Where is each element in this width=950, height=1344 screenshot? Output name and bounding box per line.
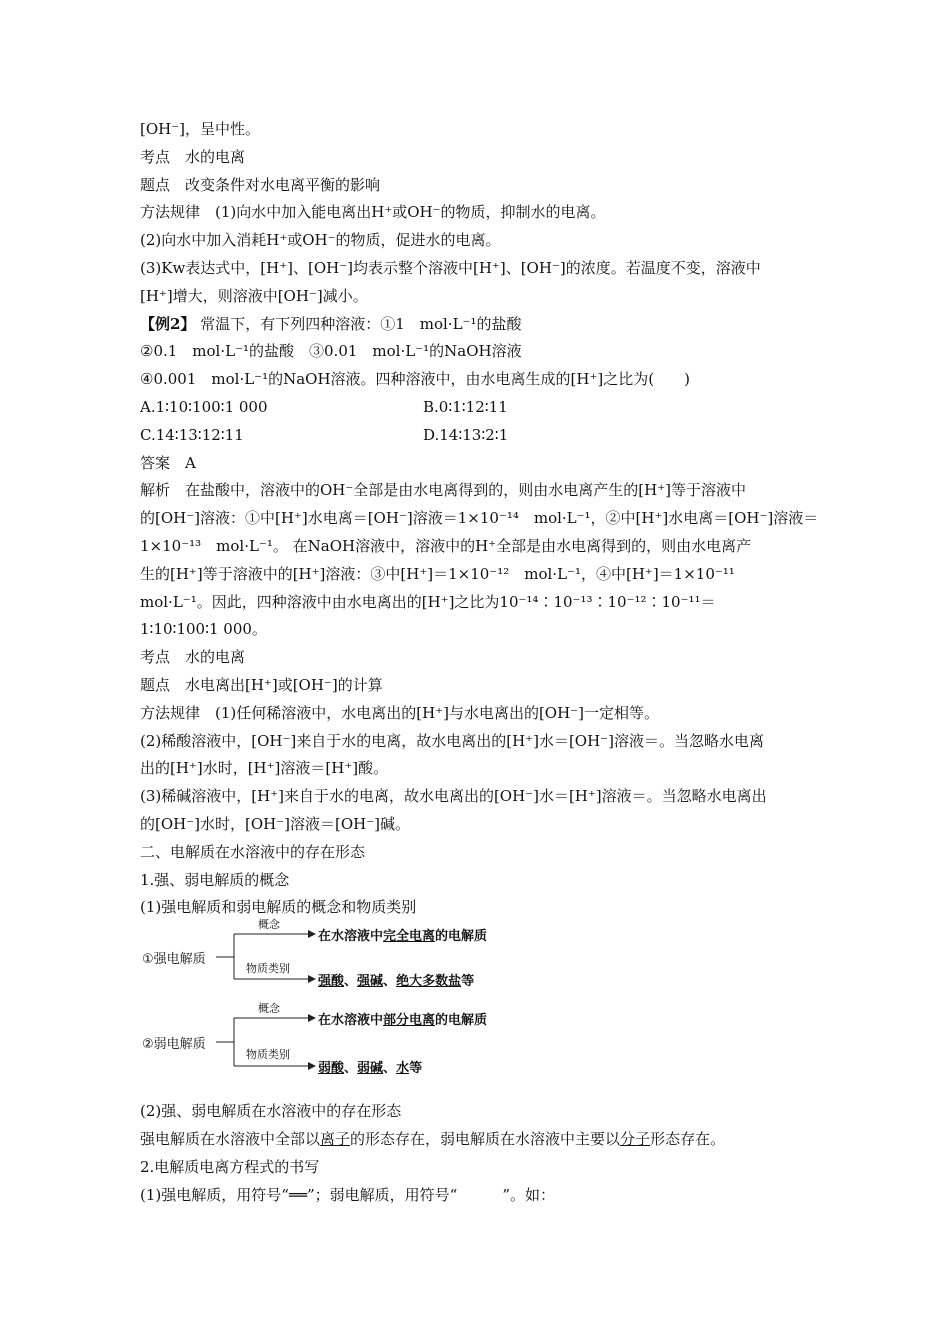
- method-line: 方法规律 (1)任何稀溶液中，水电离出的[H⁺]与水电离出的[OH⁻]一定相等。: [140, 703, 659, 722]
- tidian-line: 题点 改变条件对水电离平衡的影响: [140, 175, 381, 194]
- example-tag: 【例2】: [140, 314, 196, 333]
- example-2-stem: ④0.001 mol·L⁻¹的NaOH溶液。四种溶液中，由水电离生成的[H⁺]之比为( ): [140, 370, 690, 389]
- answer-line: 答案 A: [140, 453, 196, 472]
- example-text: 常温下，有下列四种溶液：①1 mol·L⁻¹的盐酸: [195, 314, 522, 333]
- strong-concept-text: 在水溶液中完全电离的电解质: [318, 929, 488, 945]
- option-b: B.0∶1∶12∶11: [423, 397, 508, 416]
- options-row: [140, 394, 812, 422]
- strong-concept-branch: 概念: [258, 918, 280, 932]
- blank-answer: 离子: [320, 1129, 351, 1148]
- electrolyte-diagram: [140, 918, 812, 1098]
- tidian-line: 题点 水电离出[H⁺]或[OH⁻]的计算: [140, 675, 383, 694]
- analysis-line: 1∶10∶100∶1 000。: [140, 620, 267, 639]
- method-line: 方法规律 (1)向水中加入能电离出H⁺或OH⁻的物质，抑制水的电离。: [140, 203, 606, 222]
- blank-answer: 分子: [620, 1129, 651, 1148]
- option-c: C.14∶13∶12∶11: [140, 425, 244, 444]
- method-line: [H⁺]增大，则溶液中[OH⁻]减小。: [140, 286, 368, 305]
- subsection-heading: (1)强电解质和弱电解质的概念和物质类别: [140, 898, 417, 917]
- kaodian-line: 考点 水的电离: [140, 648, 246, 667]
- weak-category-branch: 物质类别: [246, 1048, 290, 1062]
- option-a: A.1∶10∶100∶1 000: [140, 397, 268, 416]
- weak-concept-text: 在水溶液中部分电离的电解质: [318, 1013, 488, 1029]
- weak-electrolyte-label: ②弱电解质: [142, 1037, 206, 1053]
- subsection-heading: 2.电解质电离方程式的书写: [140, 1157, 320, 1176]
- text-line: [OH⁻]，呈中性。: [140, 120, 261, 138]
- example-2-stem: [140, 311, 812, 339]
- method-line: (3)Kw表达式中，[H⁺]、[OH⁻]均表示整个溶液中[H⁺]、[OH⁻]的浓度。若温度不变，溶液中: [140, 258, 761, 277]
- options-row: [140, 422, 812, 450]
- strong-category-text: 强酸、强碱、绝大多数盐等: [318, 974, 475, 990]
- method-line: (2)向水中加入消耗H⁺或OH⁻的物质，促进水的电离。: [140, 231, 501, 250]
- section-heading: 二、电解质在水溶液中的存在形态: [140, 842, 366, 861]
- example-2-stem: ②0.1 mol·L⁻¹的盐酸 ③0.01 mol·L⁻¹的NaOH溶液: [140, 342, 522, 361]
- weak-category-text: 弱酸、弱碱、水等: [318, 1061, 423, 1077]
- method-line: (3)稀碱溶液中，[H⁺]来自于水的电离，故水电离出的[OH⁻]水＝[H⁺]溶液＝。当忽略水电离出: [140, 787, 767, 806]
- paragraph-line: 强电解质在水溶液中全部以离子的形态存在，弱电解质在水溶液中主要以分子形态存在。: [140, 1129, 726, 1148]
- analysis-line: 1×10⁻¹³ mol·L⁻¹。 在NaOH溶液中，溶液中的H⁺全部是由水电离得到的，则由水电离产: [140, 536, 752, 555]
- subsection-heading: 1.强、弱电解质的概念: [140, 870, 290, 889]
- analysis-line: 的[OH⁻]溶液：①中[H⁺]水电离＝[OH⁻]溶液＝1×10⁻¹⁴ mol·L⁻¹，②中[H⁺]水电离＝[OH⁻]溶液＝: [140, 509, 819, 528]
- strong-category-branch: 物质类别: [246, 962, 290, 976]
- method-line: 出的[H⁺]水时，[H⁺]溶液＝[H⁺]酸。: [140, 759, 389, 778]
- analysis-line: 生的[H⁺]等于溶液中的[H⁺]溶液：③中[H⁺]＝1×10⁻¹² mol·L⁻¹，④中[H⁺]＝1×10⁻¹¹: [140, 564, 735, 583]
- strong-electrolyte-label: ①强电解质: [142, 952, 206, 968]
- analysis-line: 解析 在盐酸中，溶液中的OH⁻全部是由水电离得到的，则由水电离产生的[H⁺]等于溶液中: [140, 481, 747, 500]
- paragraph-line: (1)强电解质，用符号“══”；弱电解质，用符号“ ”。如：: [140, 1185, 555, 1204]
- option-d: D.14∶13∶2∶1: [423, 425, 509, 444]
- subsection-heading: (2)强、弱电解质在水溶液中的存在形态: [140, 1102, 402, 1121]
- method-line: (2)稀酸溶液中，[OH⁻]来自于水的电离，故水电离出的[H⁺]水＝[OH⁻]溶液＝。当忽略水电离: [140, 731, 764, 750]
- method-line: 的[OH⁻]水时，[OH⁻]溶液＝[OH⁻]碱。: [140, 814, 411, 833]
- document-page: [140, 116, 819, 1209]
- weak-concept-branch: 概念: [258, 1002, 280, 1016]
- kaodian-line: 考点 水的电离: [140, 147, 246, 166]
- analysis-line: mol·L⁻¹。因此，四种溶液中由水电离出的[H⁺]之比为10⁻¹⁴∶10⁻¹³∶10⁻¹²∶10⁻¹¹＝: [140, 592, 716, 611]
